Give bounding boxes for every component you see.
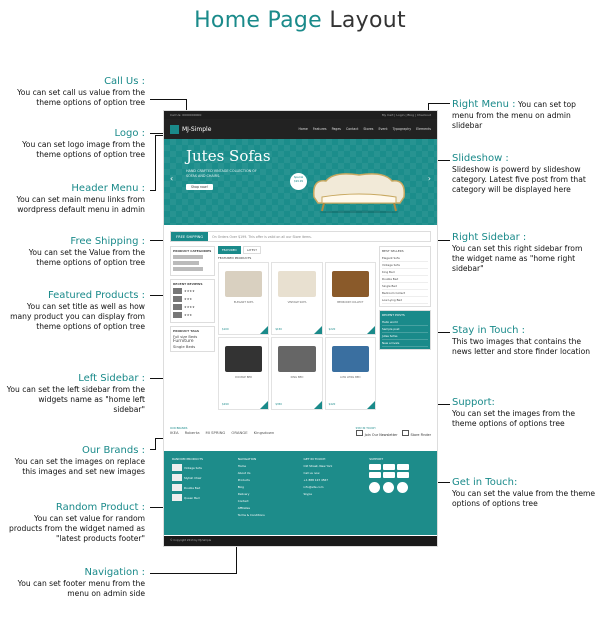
connector-right-sidebar	[436, 240, 450, 241]
product-card: DOUBLE BED $299	[218, 337, 269, 410]
footer-get-in-touch: GET IN TOUCH Old Street, New York Call us now +1 888 123 4567 info@site.com Skype	[303, 457, 333, 496]
connector-brands-v	[155, 438, 156, 450]
chevron-left-icon: ‹	[170, 174, 174, 183]
annotation-random-product: Random Product : You can set value for random products from the widget named as "latest products footer"	[9, 502, 145, 543]
mockup-logo: MJ-Simple	[170, 125, 211, 134]
mockup-nav: Home Features Pages Contact Stores Event Typography Elements	[298, 127, 431, 131]
annotation-slideshow: Slideshow : Slideshow is powerd by slideshow category. Latest five post from that category will be displayed here	[452, 153, 586, 194]
mockup-topbar: Call Us: 0000000000 My Cart | Login | Blog | Checkout	[164, 111, 437, 119]
product-card: ELEGANT SOFA $100	[218, 262, 269, 335]
annotation-free-shipping: Free Shipping : You can set the Value from the theme options of option tree	[28, 236, 145, 267]
mockup-left-sidebar: PRODUCT CATEGORIES RECENT REVIEWS ★★★★ ★★★ ★★★★ ★★★ PRODUCT TAGS Full size Beds Furniture Single Beds	[170, 246, 215, 424]
logo-icon	[170, 125, 179, 134]
mockup-featured-products: FEATURED LATEST FEATURED PRODUCTS ELEGANT SOFA $100 VINTAGE SOFA $150 BEDROOM COLLECT $220 DOUBLE BED $299 KING BED $350 LOW LYING BED $420	[218, 246, 376, 424]
annotation-left-sidebar: Left Sidebar : You can set the left sidebar from the widgets name as "home left sidebar"	[6, 373, 145, 414]
map-icon	[402, 430, 409, 436]
mail-icon	[356, 430, 363, 436]
mockup-footer	[164, 451, 437, 535]
mockup-copyright: © Copyright 2013 by MJ-Simple	[164, 536, 437, 546]
footer-navigation: NAVIGATION Home About Us Products Blog Delivery Contact Affiliates Terms & Conditions	[237, 457, 265, 517]
annotation-right-menu: Right Menu : You can set top menu from the menu on admin slidebar	[452, 99, 576, 130]
mockup-brands-row: OUR BRANDS IKEA Roberta MI SPRING ORANGE Kingsdown STAY IN TOUCH Join Our Newsletter Store Finder	[170, 427, 431, 437]
mockup-right-sidebar: BEST SELLERS Elegant Sofa Vintage Sofa King Bed Double Bed Single Bed Bedroom Collect Low Lying Bed RECENT POSTS Hello world Sample post Jutes Sofas New arrivals	[379, 246, 431, 424]
annotation-header-menu: Header Menu : You can set main menu links from wordpress default menu in admin	[16, 183, 145, 214]
annotation-get-in-touch: Get in Touch: You can set the value from the theme options of options tree	[452, 477, 596, 508]
chevron-right-icon: ›	[427, 174, 431, 183]
annotation-support: Support: You can set the images from the theme options of options tree	[452, 397, 576, 428]
connector-navigation	[150, 573, 236, 574]
mockup-free-shipping: FREE SHIPPING On Orders Over $199. This offer is valid on all our Store items.	[170, 231, 431, 242]
mockup-header	[164, 119, 437, 139]
footer-support: SUPPORT	[369, 457, 429, 529]
sofa-image	[304, 167, 414, 213]
product-card: VINTAGE SOFA $150	[271, 262, 322, 335]
mockup-slideshow: ‹ Jutes Sofas HAND CRAFTED VINTAGE COLLECTION OF SOFAS AND CHAIRS. Shop now! Special $99.99 ›	[164, 139, 437, 225]
connector-stay	[436, 332, 450, 333]
connector-slideshow	[438, 160, 450, 161]
product-card: LOW LYING BED $420	[325, 337, 376, 410]
product-card: BEDROOM COLLECT $220	[325, 262, 376, 335]
annotation-stay-in-touch: Stay in Touch : This two images that contains the news letter and store finder location	[452, 325, 591, 356]
annotation-right-sidebar: Right Sidebar : You can set this right sidebar from the widget name as "home right sidebar"	[452, 232, 583, 273]
annotation-call-us: Call Us : You can set call us value from the theme options of option tree	[17, 76, 145, 107]
annotation-our-brands: Our Brands : You can set the images on replace this images and set new images	[14, 445, 145, 476]
annotation-navigation: Navigation : You can set footer menu from the menu on admin side	[17, 567, 145, 598]
annotation-logo: Logo : You can set logo image from the theme options of option tree	[22, 128, 145, 159]
connector-header-menu-v	[155, 135, 156, 191]
product-card: KING BED $350	[271, 337, 322, 410]
footer-random-products: RANDOM PRODUCTS Vintage Sofa Stylish Chair Double Bed Queen Bed	[172, 457, 204, 500]
connector-right-menu	[428, 103, 450, 104]
homepage-mockup	[163, 110, 438, 547]
connector-call-us	[150, 99, 186, 100]
page-title: Home Page Layout	[194, 8, 406, 33]
annotation-featured-products: Featured Products : You can set title as well as how many product you can display from theme options of option tree	[10, 290, 145, 331]
